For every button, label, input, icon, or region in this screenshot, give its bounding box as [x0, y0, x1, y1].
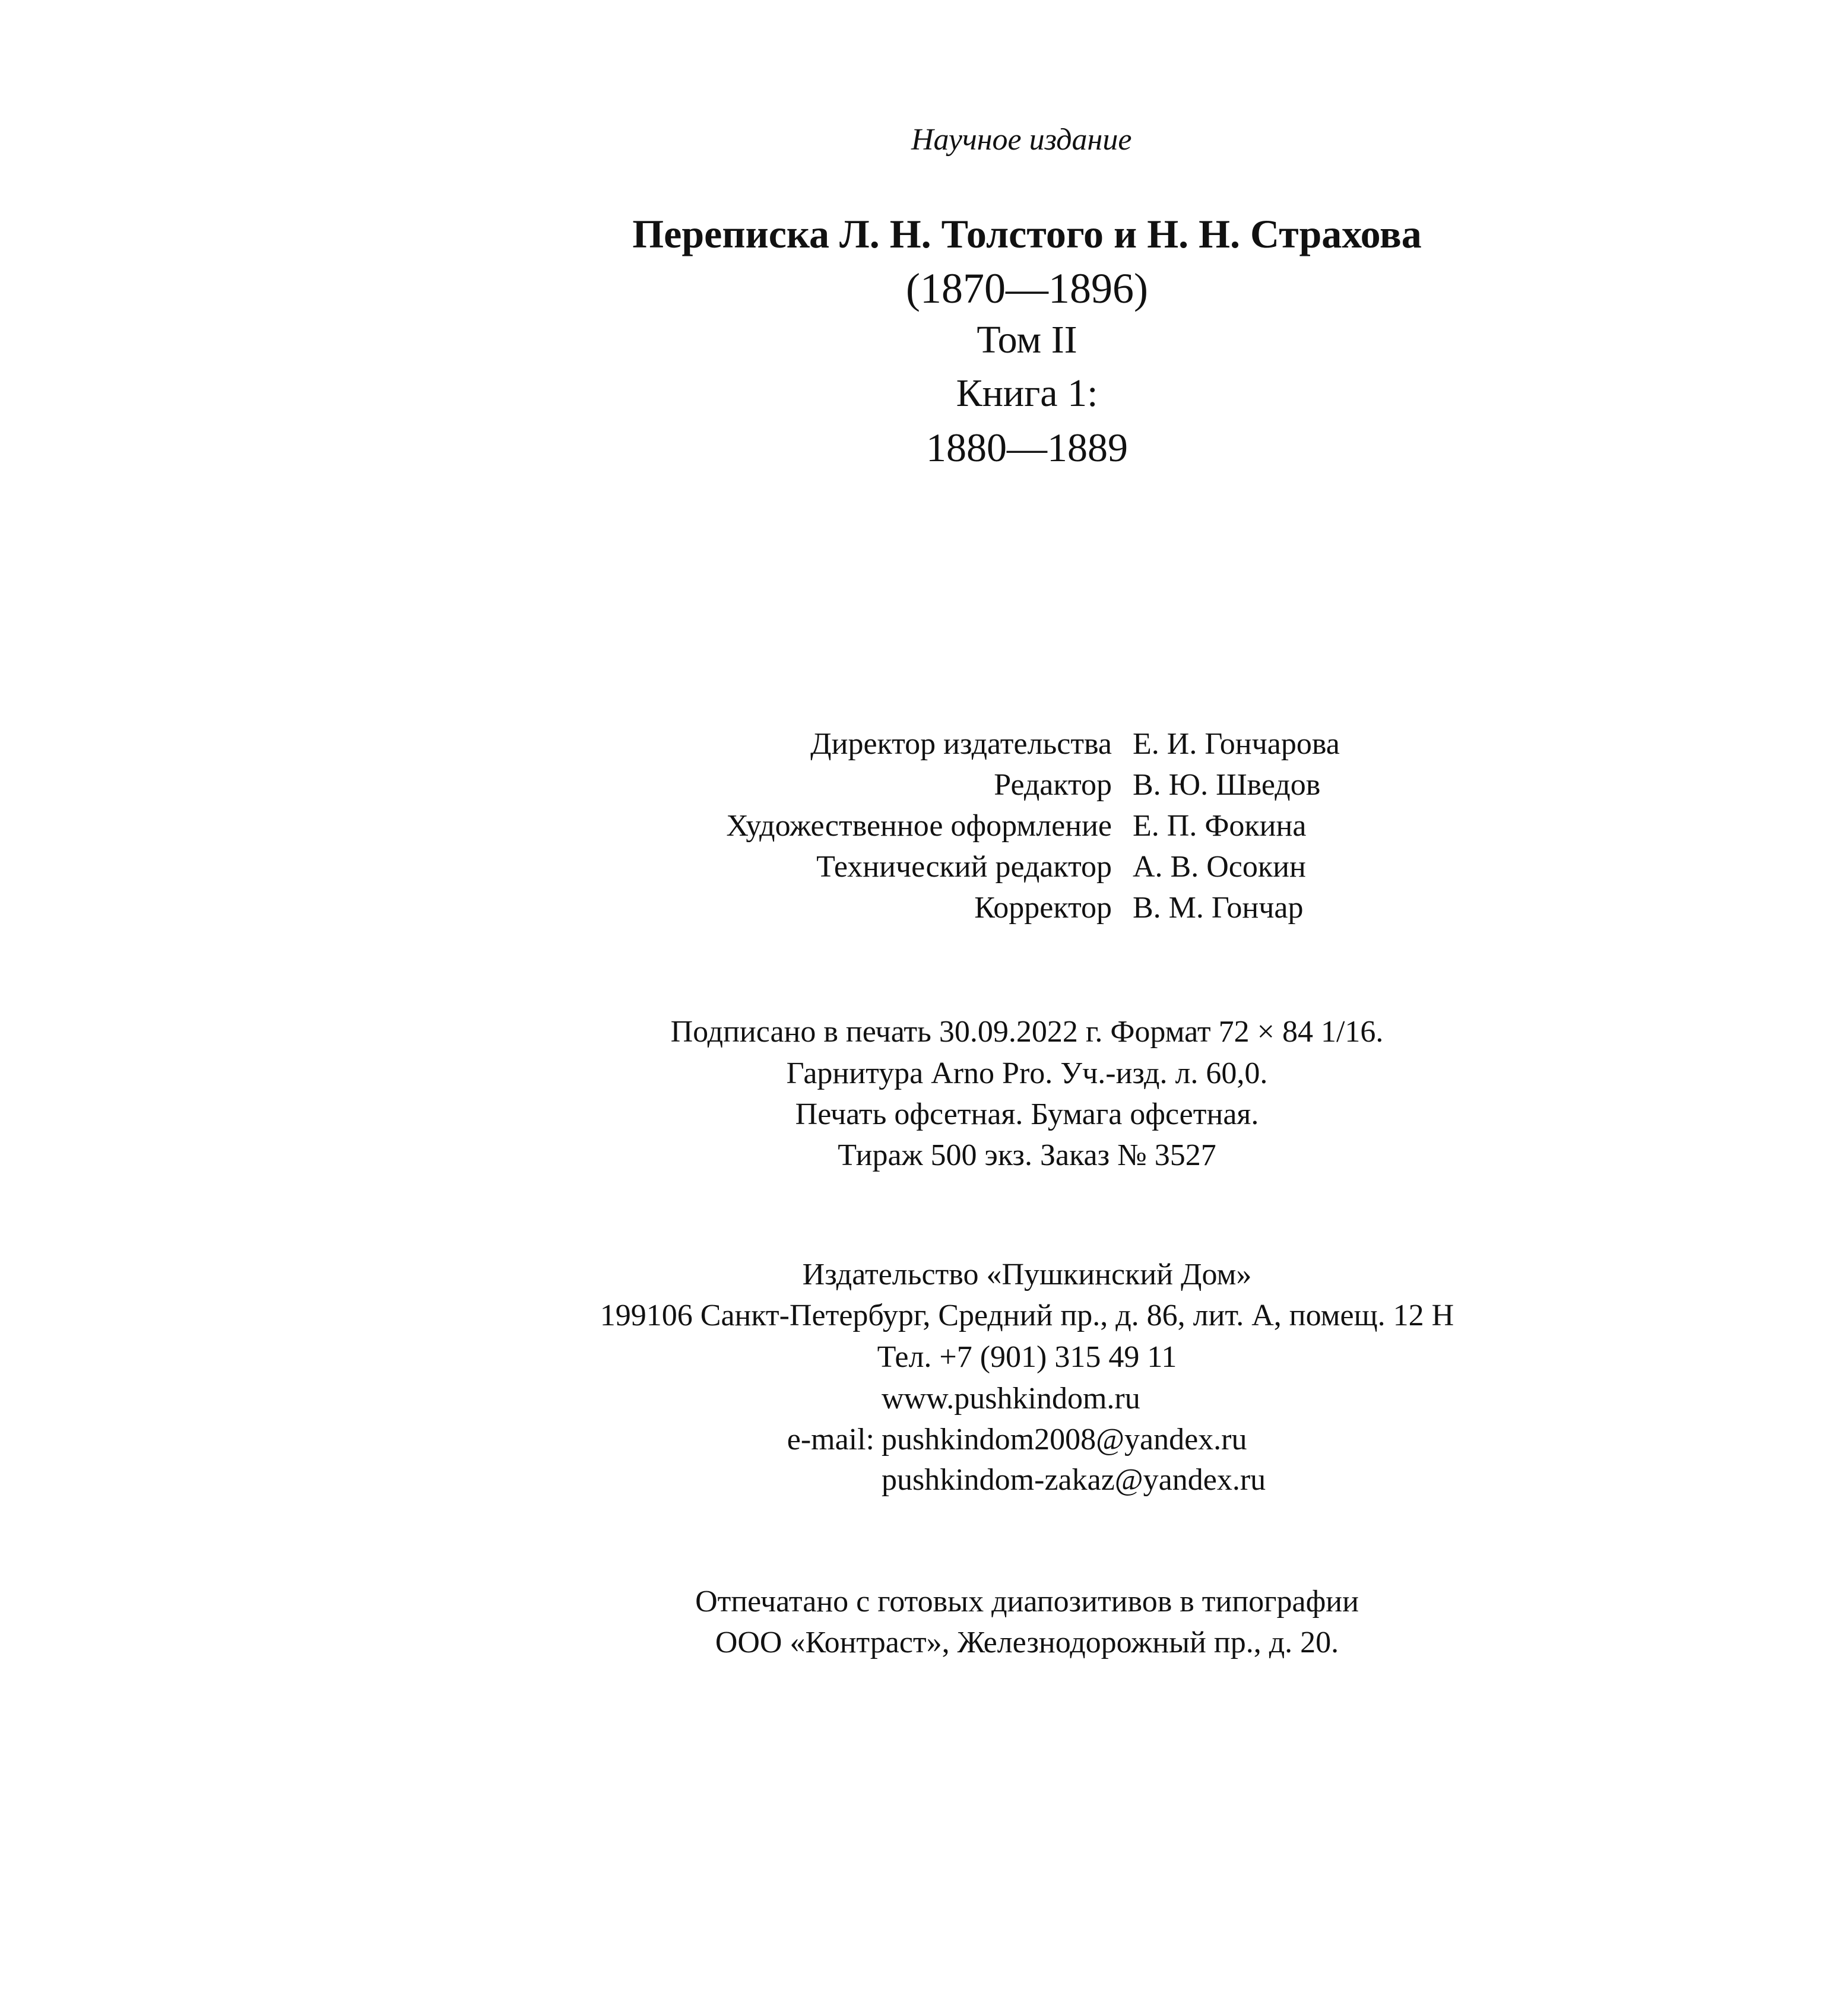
credit-role: Художественное оформление: [726, 809, 1112, 843]
publisher-website: www.pushkindom.ru: [882, 1382, 1140, 1416]
credit-name: В. Ю. Шведов: [1133, 768, 1321, 802]
print-info-line: Тираж 500 экз. Заказ № 3527: [838, 1138, 1216, 1172]
publisher-email: pushkindom2008@yandex.ru: [882, 1423, 1247, 1456]
credit-role: Корректор: [974, 891, 1112, 925]
book-years: 1880—1889: [926, 425, 1128, 470]
printer-line: ООО «Контраст», Железнодорожный пр., д. 20.: [715, 1626, 1339, 1659]
publisher-phone: Тел. +7 (901) 315 49 11: [877, 1340, 1177, 1374]
edition-type: Научное издание: [911, 123, 1132, 157]
credit-role: Редактор: [994, 768, 1112, 802]
credit-row: [0, 893, 1848, 934]
publisher-email: pushkindom-zakaz@yandex.ru: [882, 1463, 1266, 1497]
book-number: Книга 1:: [956, 372, 1098, 415]
credit-row: [0, 852, 1848, 893]
credit-row: [0, 729, 1848, 770]
credit-name: А. В. Осокин: [1133, 850, 1306, 884]
publisher-name: Издательство «Пушкинский Дом»: [802, 1258, 1252, 1291]
correspondence-years: (1870—1896): [906, 265, 1148, 312]
email-label: e-mail:: [787, 1423, 874, 1456]
print-info-line: Гарнитура Arno Pro. Уч.-изд. л. 60,0.: [786, 1056, 1268, 1090]
credit-row: [0, 811, 1848, 852]
credit-name: Е. П. Фокина: [1133, 809, 1307, 843]
volume-number: Том II: [977, 318, 1077, 361]
credit-name: В. М. Гончар: [1133, 891, 1304, 925]
print-info-line: Подписано в печать 30.09.2022 г. Формат 72 × 84 1/16.: [670, 1015, 1384, 1049]
credit-role: Технический редактор: [816, 850, 1112, 884]
credit-role: Директор издательства: [810, 727, 1112, 761]
credit-name: Е. И. Гончарова: [1133, 727, 1340, 761]
credit-row: [0, 770, 1848, 811]
book-title: Переписка Л. Н. Толстого и Н. Н. Страхова: [632, 211, 1422, 256]
publisher-address: 199106 Санкт-Петербург, Средний пр., д. 86, лит. А, помещ. 12 Н: [600, 1299, 1454, 1332]
print-info-line: Печать офсетная. Бумага офсетная.: [795, 1097, 1259, 1131]
printer-line: Отпечатано с готовых диапозитивов в типографии: [695, 1585, 1359, 1619]
